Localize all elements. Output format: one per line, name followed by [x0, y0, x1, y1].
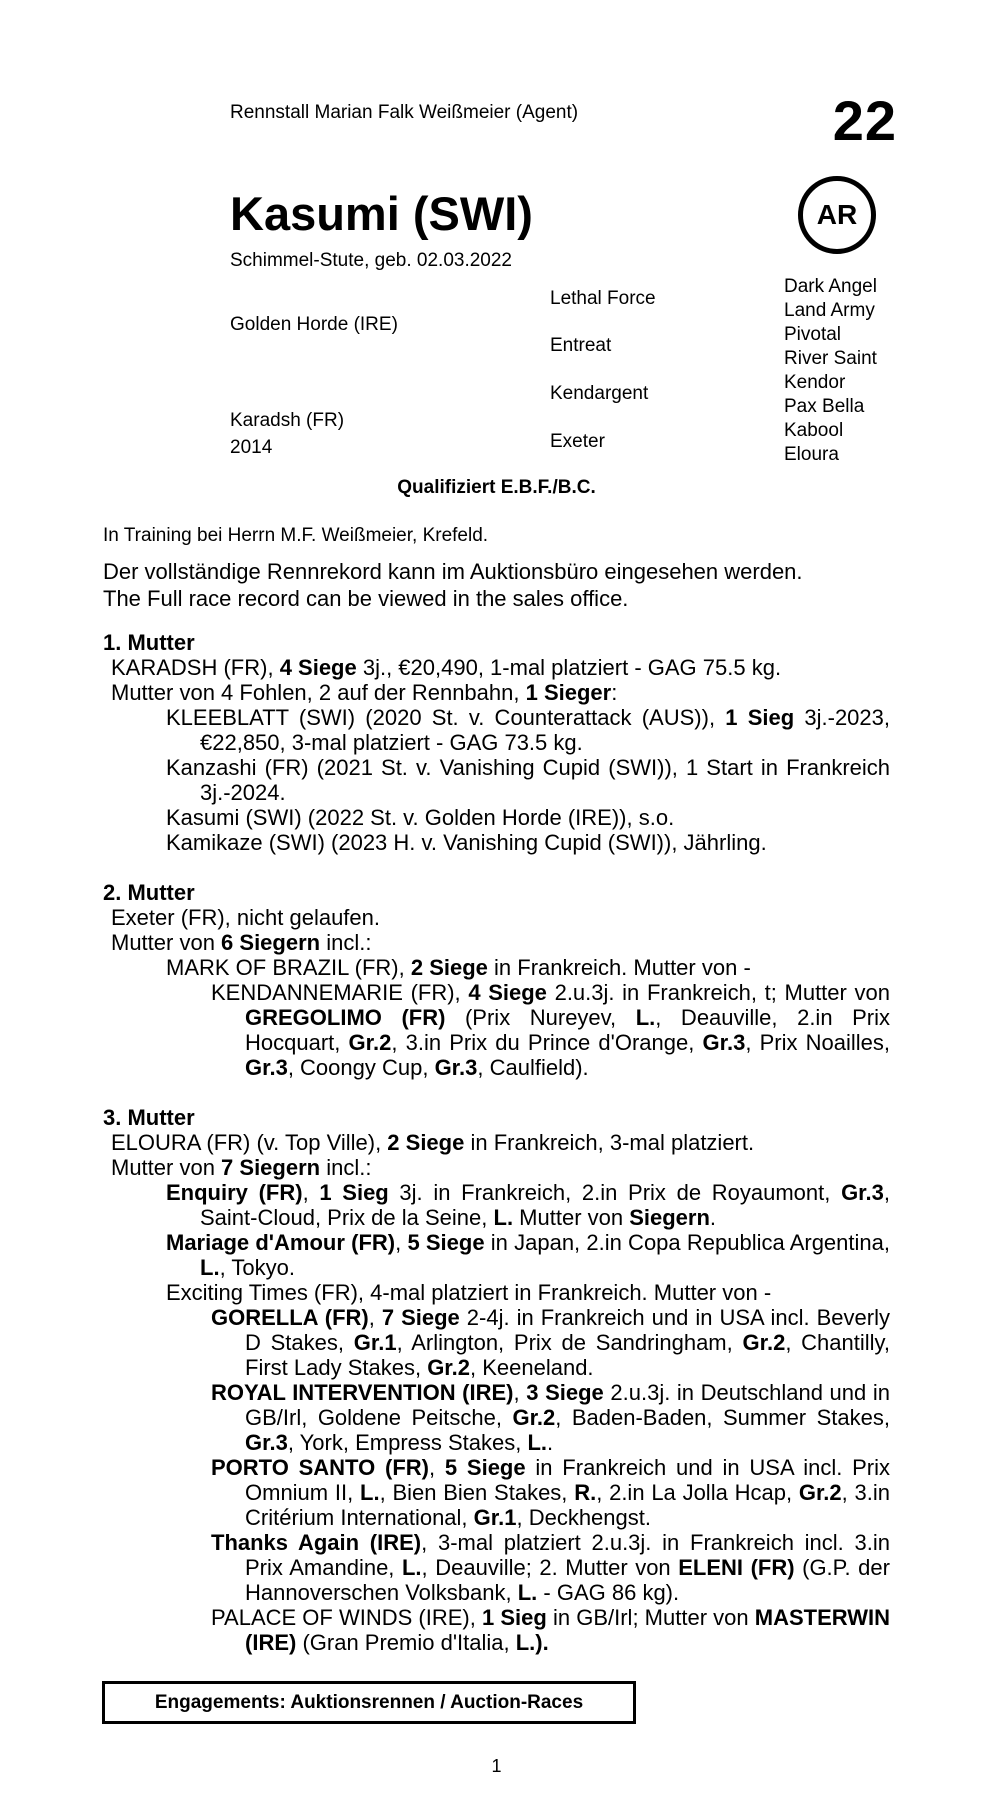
- pedigree-entry: [111, 930, 890, 955]
- text-run: , Bien Bien Stakes,: [379, 1480, 575, 1505]
- bold-text: Gr.1: [473, 1505, 517, 1530]
- bold-text: 3 Siege: [526, 1380, 604, 1405]
- text-run: in Japan, 2.in Copa Republica Argentina,: [484, 1230, 890, 1255]
- bold-text: Gr.2: [742, 1330, 786, 1355]
- bold-text: Thanks Again (IRE): [211, 1530, 422, 1555]
- text-run: ,: [368, 1305, 382, 1330]
- bold-text: L.: [360, 1480, 380, 1505]
- bold-text: ROYAL INTERVENTION (IRE): [211, 1380, 514, 1405]
- birth-line: Schimmel-Stute, geb. 02.03.2022: [230, 250, 513, 271]
- section-heading: 1. Mutter: [103, 630, 195, 655]
- section-heading: 2. Mutter: [103, 880, 195, 905]
- bold-text: GREGOLIMO (FR): [245, 1005, 446, 1030]
- text-run: , Baden-Baden, Summer Stakes,: [555, 1405, 890, 1430]
- text-run: in Frankreich. Mutter von -: [487, 955, 751, 980]
- record-note-line: The Full race record can be viewed in the sales office.: [103, 586, 629, 611]
- text-run: 3j.-2023, €22,850, 3-mal platziert - GAG 73.5 kg.: [200, 705, 890, 755]
- text-run: KLEEBLATT (SWI) (2020 St. v. Counterattack (AUS)),: [166, 705, 726, 730]
- bold-text: 1 Sieg: [482, 1605, 547, 1630]
- bold-text: L.: [493, 1205, 514, 1230]
- text-run: (Prix Nureyev,: [445, 1005, 636, 1030]
- text-run: incl.:: [320, 930, 372, 955]
- bold-text: 5 Siege: [407, 1230, 485, 1255]
- bold-text: L.: [635, 1005, 656, 1030]
- bold-text: Gr.2: [427, 1355, 470, 1380]
- bold-text: 2 Siege: [410, 955, 488, 980]
- text-run: in GB/Irl; Mutter von: [546, 1605, 755, 1630]
- pedigree-entry: [166, 755, 890, 805]
- pedigree-entry: [211, 1455, 890, 1530]
- text-run: , 2.in La Jolla Hcap,: [596, 1480, 799, 1505]
- bold-text: MASTERWIN (IRE): [245, 1605, 891, 1655]
- pedigree-great-grandparent: River Saint: [784, 348, 877, 369]
- pedigree-grandparent: Exeter: [550, 431, 605, 452]
- pedigree-entry: [166, 705, 890, 755]
- bold-text: GORELLA (FR): [211, 1305, 369, 1330]
- text-run: Exciting Times (FR), 4-mal platziert in Frankreich. Mutter von -: [166, 1280, 772, 1305]
- text-run: (G.P. der Hannoverschen Volksbank,: [245, 1555, 890, 1605]
- record-note-line: Der vollständige Rennrekord kann im Auktionsbüro eingesehen werden.: [103, 559, 803, 584]
- bold-text: L.: [517, 1580, 538, 1605]
- text-run: (Gran Premio d'Italia,: [296, 1630, 516, 1655]
- engagements-box: Engagements: Auktionsrennen / Auction-Races: [102, 1681, 636, 1724]
- pedigree-great-grandparent: Pivotal: [784, 324, 842, 345]
- bold-text: 5 Siege: [444, 1455, 526, 1480]
- pedigree-entry: [111, 655, 890, 680]
- pedigree-great-grandparent: Eloura: [784, 444, 839, 465]
- bold-text: Gr.3: [702, 1030, 746, 1055]
- text-run: , Chantilly, First Lady Stakes,: [245, 1330, 891, 1380]
- text-run: .: [709, 1205, 717, 1230]
- pedigree-entry: [166, 955, 890, 980]
- pedigree-entry: [111, 1155, 890, 1180]
- text-run: , Caulfield).: [477, 1055, 589, 1080]
- text-run: , Deauville; 2. Mutter von: [421, 1555, 679, 1580]
- text-run: KARADSH (FR),: [111, 655, 280, 680]
- pedigree-entry: [166, 805, 890, 830]
- text-run: , 3.in Prix du Prince d'Orange,: [391, 1030, 703, 1055]
- pedigree-dam-year: 2014: [230, 437, 273, 458]
- text-run: in Frankreich, 3-mal platziert.: [464, 1130, 755, 1155]
- text-run: , Arlington, Prix de Sandringham,: [396, 1330, 743, 1355]
- text-run: , 3.in Critérium International,: [245, 1480, 890, 1530]
- pedigree-entry: [211, 1380, 890, 1455]
- bold-text: Gr.2: [512, 1405, 556, 1430]
- pedigree-grandparent: Entreat: [550, 335, 612, 356]
- text-run: ,: [302, 1180, 320, 1205]
- bold-text: 1 Sieger: [525, 680, 612, 705]
- pedigree-great-grandparent: Kabool: [784, 420, 844, 441]
- bold-text: 7 Siege: [381, 1305, 460, 1330]
- bold-text: Gr.3: [245, 1430, 288, 1455]
- third-dam-section: [103, 1105, 890, 1655]
- qualification-note: Qualifiziert E.B.F./B.C.: [397, 477, 596, 498]
- first-dam-section: [103, 630, 890, 855]
- text-run: Kanzashi (FR) (2021 St. v. Vanishing Cupid (SWI)), 1 Start in Frankreich 3j.-2024.: [166, 755, 890, 805]
- bold-text: Mariage d'Amour (FR): [166, 1230, 396, 1255]
- pedigree-great-grandparent: Pax Bella: [784, 396, 865, 417]
- pedigree-entry: [211, 1605, 891, 1655]
- pedigree-entry: [111, 680, 890, 705]
- text-run: :: [611, 680, 618, 705]
- section-heading: 3. Mutter: [103, 1105, 195, 1130]
- bold-text: R.: [574, 1480, 597, 1505]
- text-run: PALACE OF WINDS (IRE),: [211, 1605, 483, 1630]
- bold-text: Gr.3: [841, 1180, 884, 1205]
- text-run: Kamikaze (SWI) (2023 H. v. Vanishing Cupid (SWI)), Jährling.: [166, 830, 767, 855]
- text-run: , York, Empress Stakes,: [287, 1430, 528, 1455]
- pedigree-entry: [166, 1280, 890, 1305]
- pedigree-entry: [166, 830, 890, 855]
- text-run: MARK OF BRAZIL (FR),: [166, 955, 411, 980]
- text-run: .: [547, 1430, 554, 1455]
- bold-text: Gr.3: [245, 1055, 288, 1080]
- text-run: , Deckhengst.: [516, 1505, 651, 1530]
- second-dam-section: [103, 880, 890, 1080]
- pedigree-entry: [166, 1180, 890, 1230]
- text-run: , Keeneland.: [470, 1355, 594, 1380]
- text-run: - GAG 86 kg).: [537, 1580, 680, 1605]
- bold-text: Gr.2: [798, 1480, 842, 1505]
- section-lines: [103, 905, 890, 1080]
- bold-text: 7 Siegern: [221, 1155, 321, 1180]
- text-run: 3j., €20,490, 1-mal platziert - GAG 75.5 kg.: [356, 655, 782, 680]
- text-run: 2-4j. in Frankreich und in USA incl. Beverly D Stakes,: [245, 1305, 890, 1355]
- pedigree-entry: [111, 905, 890, 930]
- horse-name: Kasumi (SWI): [230, 187, 533, 240]
- text-run: Exeter (FR), nicht gelaufen.: [111, 905, 381, 930]
- pedigree-grandparent: Kendargent: [550, 383, 649, 404]
- text-run: ,: [513, 1380, 527, 1405]
- pedigree-great-grandparent: Dark Angel: [784, 276, 877, 297]
- bold-text: PORTO SANTO (FR): [211, 1455, 429, 1480]
- text-run: , Prix Noailles,: [745, 1030, 891, 1055]
- text-run: , Deauville, 2.in Prix Hocquart,: [245, 1005, 890, 1055]
- text-run: , Coongy Cup,: [287, 1055, 435, 1080]
- section-lines: [103, 655, 890, 855]
- text-run: , 3-mal platziert 2.u.3j. in Frankreich incl. 3.in Prix Amandine,: [245, 1530, 890, 1580]
- ar-badge-icon: AR: [798, 176, 876, 254]
- text-run: Mutter von: [111, 1155, 222, 1180]
- bold-text: 2 Siege: [387, 1130, 465, 1155]
- pedigree-great-grandparent: Kendor: [784, 372, 846, 393]
- bold-text: 4 Siege: [468, 980, 547, 1005]
- pedigree-entry: [166, 1230, 890, 1280]
- text-run: , Saint-Cloud, Prix de la Seine,: [200, 1180, 890, 1230]
- text-run: incl.:: [320, 1155, 372, 1180]
- bold-text: 4 Siege: [279, 655, 357, 680]
- pedigree-dam: Karadsh (FR): [230, 410, 345, 431]
- text-run: 3j. in Frankreich, 2.in Prix de Royaumont,: [388, 1180, 842, 1205]
- text-run: 2.u.3j. in Deutschland und in GB/Irl, Goldene Peitsche,: [245, 1380, 890, 1430]
- record-note: [103, 558, 803, 612]
- pedigree-sire: Golden Horde (IRE): [230, 314, 398, 335]
- bold-text: Gr.2: [348, 1030, 392, 1055]
- bold-text: Gr.1: [353, 1330, 397, 1355]
- text-run: Mutter von: [111, 930, 222, 955]
- text-run: KENDANNEMARIE (FR),: [211, 980, 469, 1005]
- bold-text: L.: [527, 1430, 548, 1455]
- text-run: Kasumi (SWI) (2022 St. v. Golden Horde (IRE)), s.o.: [166, 805, 675, 830]
- bold-text: L.: [401, 1555, 422, 1580]
- bold-text: 6 Siegern: [221, 930, 321, 955]
- pedigree-entry: [111, 1130, 890, 1155]
- lot-number: 22: [832, 89, 897, 152]
- bold-text: 1 Sieg: [319, 1180, 389, 1205]
- pedigree-entry: [211, 1530, 890, 1605]
- bold-text: L.).: [515, 1630, 549, 1655]
- training-note: In Training bei Herrn M.F. Weißmeier, Krefeld.: [103, 525, 489, 546]
- text-run: in Frankreich und in USA incl. Prix Omnium II,: [245, 1455, 890, 1505]
- bold-text: Enquiry (FR): [166, 1180, 303, 1205]
- text-run: ,: [428, 1455, 445, 1480]
- text-run: , Tokyo.: [219, 1255, 295, 1280]
- text-run: Mutter von 4 Fohlen, 2 auf der Rennbahn,: [111, 680, 526, 705]
- bold-text: L.: [200, 1255, 220, 1280]
- section-lines: [103, 1130, 890, 1655]
- pedigree-entry: [211, 1305, 891, 1380]
- text-run: 2.u.3j. in Frankreich, t; Mutter von: [546, 980, 890, 1005]
- page-number: 1: [491, 1756, 502, 1776]
- bold-text: ELENI (FR): [678, 1555, 795, 1580]
- bold-text: Gr.3: [434, 1055, 478, 1080]
- pedigree-grandparent: Lethal Force: [550, 288, 656, 309]
- pedigree-great-grandparent: Land Army: [784, 300, 875, 321]
- pedigree-entry: [211, 980, 891, 1080]
- text-run: ELOURA (FR) (v. Top Ville),: [111, 1130, 388, 1155]
- text-run: ,: [395, 1230, 408, 1255]
- bold-text: 1 Sieg: [725, 705, 795, 730]
- bold-text: Siegern: [629, 1205, 710, 1230]
- pedigree-great-grandparents: [784, 275, 877, 467]
- text-run: Mutter von: [513, 1205, 630, 1230]
- consignor-agent: Rennstall Marian Falk Weißmeier (Agent): [230, 102, 579, 123]
